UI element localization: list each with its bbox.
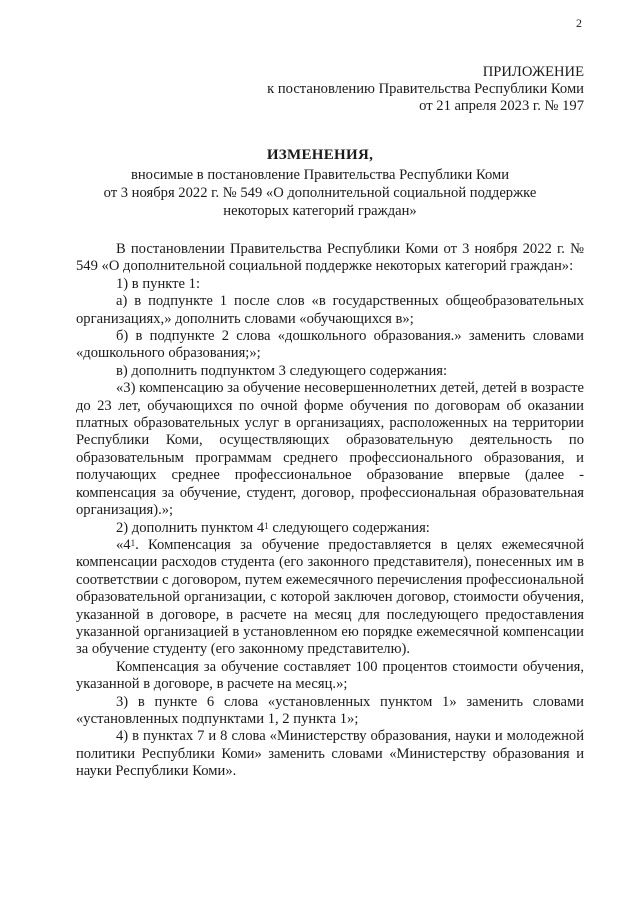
item-1: 1) в пункте 1: bbox=[116, 275, 201, 292]
appendix-title: ПРИЛОЖЕНИЕ bbox=[482, 64, 584, 80]
document-body bbox=[76, 241, 584, 781]
item-2-text-pre: «4 bbox=[116, 536, 131, 553]
item-1c: в) дополнить подпунктом 3 следующего содержания: bbox=[116, 362, 448, 379]
item-2 bbox=[76, 520, 584, 537]
heading-subtitle-3: некоторых категорий граждан» bbox=[223, 203, 417, 219]
item-2-post: следующего содержания: bbox=[268, 519, 430, 536]
item-2-text-2: Компенсация за обучение составляет 100 процентов стоимости обучения, указанной в договоре, в расчете на месяц.»; bbox=[76, 658, 584, 693]
intro-paragraph: В постановлении Правительства Республики Коми от 3 ноября 2022 г. № 549 «О дополнительной социальной поддержке некоторых категорий граждан»: bbox=[76, 241, 584, 275]
item-4: 4) в пунктах 7 и 8 слова «Министерству образования, науки и молодежной политики Республики Коми» заменить словами «Министерству образования и науки Республики Коми». bbox=[76, 728, 584, 780]
appendix-block bbox=[267, 64, 584, 115]
item-1a: а) в подпункте 1 после слов «в государственных общеобразовательных организациях,» дополнить словами «обучающихся в»; bbox=[76, 293, 584, 327]
appendix-line-1: к постановлению Правительства Республики Коми bbox=[267, 81, 584, 97]
item-3: 3) в пункте 6 слова «установленных пунктом 1» заменить словами «установленных подпунктами 1, 2 пункта 1»; bbox=[76, 693, 584, 727]
item-1c-text: «3) компенсацию за обучение несовершеннолетних детей, детей в возрасте до 23 лет, обучающихся по очной форме обучения по договорам об оказании платных образовательных услуг в организациях, расположенных на территории Республики Коми, осуществляющих образовательную деятельность по образовательным программам среднего профессионального образования, и получающих среднее профессиональное образование впервые (далее - компенсация за обучение, студент, договор, профессиональная образовательная организация).»; bbox=[76, 380, 584, 519]
item-1b: б) в подпункте 2 слова «дошкольного образования.» заменить словами «дошкольного образования;»; bbox=[76, 328, 584, 362]
item-2-text bbox=[76, 537, 584, 659]
item-2-text-body: . Компенсация за обучение предоставляется в целях ежемесячной компенсации расходов студента (его законного представителя), понесенных им в соответствии с договором, путем ежемесячного перечисления профессиональной образовательной организации, с которой заключен договор, стоимости обучения, указанной в договоре, в расчете на месяц для последующего предоставления указанной организацией в установленном ею порядке ежемесячной компенсации за обучение студенту (его законному представителю). bbox=[76, 536, 584, 658]
item-2-pre: 2) дополнить пунктом 4 bbox=[116, 519, 265, 536]
page-number: 2 bbox=[576, 16, 582, 30]
heading-subtitle-2: от 3 ноября 2022 г. № 549 «О дополнительной социальной поддержке bbox=[103, 185, 537, 201]
document-title: ИЗМЕНЕНИЯ, bbox=[266, 147, 374, 163]
item-2-sup: 1 bbox=[264, 520, 269, 531]
document-heading bbox=[60, 146, 580, 220]
heading-subtitle-1: вносимые в постановление Правительства Республики Коми bbox=[130, 167, 510, 183]
item-2-text-sup: 1 bbox=[130, 537, 136, 548]
appendix-line-2: от 21 апреля 2023 г. № 197 bbox=[419, 98, 584, 114]
